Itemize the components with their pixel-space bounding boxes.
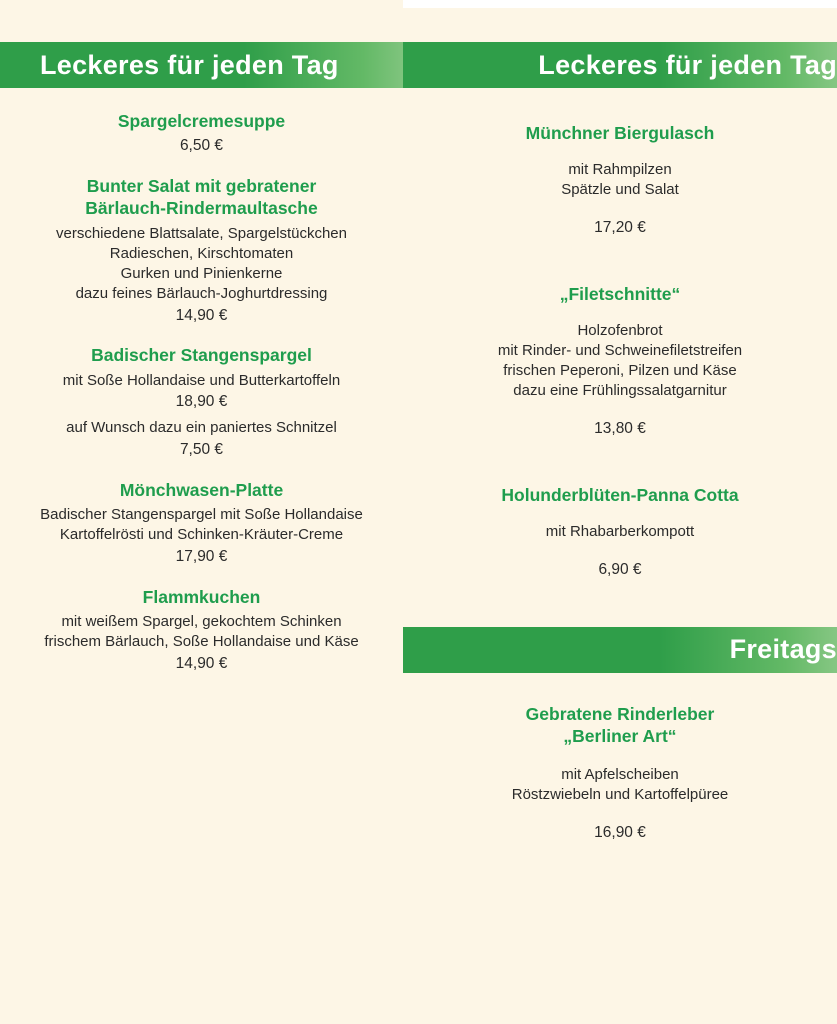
menu-item-price: 17,20 € [594, 219, 646, 237]
right-column-items [403, 88, 837, 581]
menu-item-title: Münchner Biergulasch [525, 123, 715, 143]
left-column-heading-band [0, 42, 443, 88]
menu-item-title: Holunderblüten-Panna Cotta [501, 484, 739, 505]
menu-item [14, 175, 389, 326]
menu-item [14, 110, 389, 157]
friday-heading-text: Freitags [729, 634, 837, 665]
menu-item-description: verschiedene Blattsalate, Spargelstückchen Radieschen, Kirschtomaten Gurken und Pinienkerne dazu feines Bärlauch-Joghurtdressing [55, 224, 347, 302]
menu-item-price: 13,80 € [594, 420, 646, 438]
menu-item-price: 17,90 € [175, 547, 228, 565]
menu-item [14, 586, 389, 675]
right-column-heading-text: Leckeres für jeden Tag [538, 49, 837, 80]
menu-item-title: Spargelcremesuppe [117, 111, 286, 131]
right-column-heading-band [403, 42, 837, 88]
friday-heading-band [403, 627, 837, 673]
menu-item-price: 6,50 € [179, 137, 224, 155]
friday-items [403, 673, 837, 844]
left-column-items [0, 88, 403, 674]
right-column [403, 0, 837, 1024]
menu-item-price: 6,90 € [598, 560, 642, 578]
menu-item [417, 703, 823, 844]
menu-item [417, 283, 823, 440]
menu-item-description: mit Soße Hollandaise und Butterkartoffeln [62, 371, 341, 389]
menu-item-title: Flammkuchen [142, 586, 261, 607]
menu-item-price: 16,90 € [594, 824, 646, 842]
menu-item [14, 479, 389, 568]
menu-item [14, 344, 389, 460]
menu-item-extra-description: auf Wunsch dazu ein paniertes Schnitzel [66, 419, 337, 437]
menu-item-title: Bunter Salat mit gebratener Bärlauch-Rindermaultasche [85, 176, 318, 219]
menu-item-extra-price: 7,50 € [179, 441, 224, 459]
menu-item-price: 14,90 € [175, 654, 228, 672]
menu-item [417, 484, 823, 581]
left-column-heading-text: Leckeres für jeden Tag [40, 49, 339, 80]
menu-item-description: Holzofenbrot mit Rinder- und Schweinefiletstreifen frischen Peperoni, Pilzen und Käse dazu eine Frühlingssalatgarnitur [497, 322, 743, 400]
menu-item-description: mit Apfelscheiben Röstzwiebeln und Kartoffelpüree [511, 766, 729, 804]
menu-item-description: Badischer Stangenspargel mit Soße Hollandaise Kartoffelrösti und Schinken-Kräuter-Creme [40, 506, 363, 543]
menu-item [417, 122, 823, 239]
menu-item-title: „Filetschnitte“ [559, 283, 681, 304]
menu-item-price: 18,90 € [175, 393, 228, 411]
menu-item-title: Badischer Stangenspargel [91, 345, 312, 366]
menu-item-title: Gebratene Rinderleber „Berliner Art“ [525, 703, 715, 746]
menu-item-description: mit Rahmpilzen Spätzle und Salat [561, 161, 679, 199]
menu-item-title: Mönchwasen-Platte [119, 479, 284, 500]
left-column [0, 0, 403, 1024]
menu-item-description: mit Rhabarberkompott [545, 523, 695, 541]
menu-item-price: 14,90 € [175, 306, 228, 324]
menu-item-description: mit weißem Spargel, gekochtem Schinken frischem Bärlauch, Soße Hollandaise und Käse [44, 612, 359, 650]
